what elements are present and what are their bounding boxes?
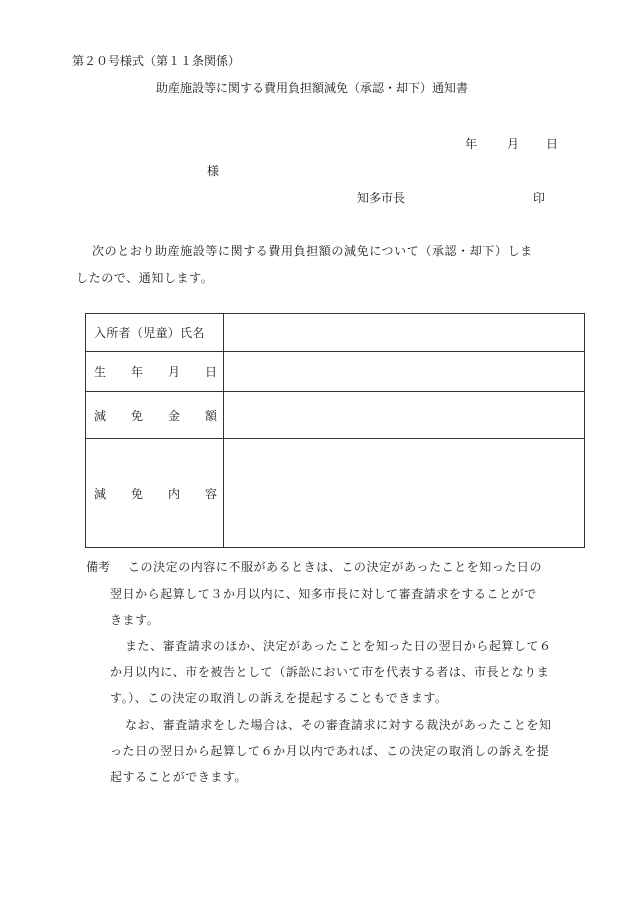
value-cell-reduction-amount	[224, 392, 585, 439]
date-month-label: 月	[507, 137, 520, 151]
label-resident-name: 入所者（児童）氏名	[94, 326, 205, 340]
label-char: 減	[94, 486, 107, 501]
label-char: 日	[204, 365, 217, 379]
date-year-label: 年	[465, 137, 478, 151]
remarks-line: きます。	[110, 613, 160, 627]
label-char: 年	[130, 365, 143, 379]
label-birthdate	[94, 363, 217, 380]
remarks-line: また、審査請求のほか、決定があったことを知った日の翌日から起算して６	[125, 639, 552, 653]
label-char: 容	[204, 486, 217, 501]
sender-name: 知多市長	[357, 191, 406, 205]
body-text-line: 次のとおり助産施設等に関する費用負担額の減免について（承認・却下）しま	[92, 244, 533, 258]
label-cell	[86, 352, 224, 392]
label-cell	[86, 314, 224, 352]
label-char: 額	[204, 408, 217, 423]
table-row-resident-name	[86, 314, 585, 352]
form-number: 第２０号様式（第１１条関係）	[72, 54, 241, 68]
remarks-line: 翌日から起算して３か月以内に、知多市長に対して審査請求をすることがで	[110, 587, 537, 601]
value-cell-birthdate	[224, 352, 585, 392]
label-char: 月	[167, 365, 180, 379]
label-reduction-amount	[94, 407, 217, 424]
label-char: 内	[167, 486, 180, 501]
label-char: 金	[167, 408, 180, 423]
table-row-birthdate	[86, 352, 585, 392]
label-cell	[86, 439, 224, 548]
label-char: 免	[130, 486, 143, 501]
value-cell-reduction-content	[224, 439, 585, 548]
label-char: 免	[130, 408, 143, 423]
remarks-line: なお、審査請求をした場合は、その審査請求に対する裁決があったことを知	[125, 718, 552, 732]
remarks-line: った日の翌日から起算して６か月以内であれば、この決定の取消しの訴えを提	[110, 744, 550, 758]
seal-mark: 印	[533, 191, 546, 205]
form-table	[85, 313, 585, 548]
remarks-line: 起することができます。	[110, 770, 248, 784]
addressee-honorific: 様	[207, 164, 220, 178]
remarks-line: この決定の内容に不服があるときは、この決定があったことを知った日の	[128, 560, 543, 574]
label-cell	[86, 392, 224, 439]
table-row-reduction-content	[86, 439, 585, 548]
date-day-label: 日	[546, 137, 559, 151]
document-title: 助産施設等に関する費用負担額減免（承認・却下）通知書	[156, 81, 469, 95]
table-row-reduction-amount	[86, 392, 585, 439]
remarks-label: 備考	[86, 560, 111, 574]
remarks-line: す。）、この決定の取消しの訴えを提起することもできます。	[110, 691, 448, 705]
remarks-line: か月以内に、市を被告として（訴訟において市を代表する者は、市長となりま	[110, 665, 550, 679]
body-text-line: したので、通知します。	[76, 271, 214, 285]
label-char: 生	[94, 365, 107, 379]
label-char: 減	[94, 408, 107, 423]
value-cell-resident-name	[224, 314, 585, 352]
label-reduction-content	[94, 485, 217, 502]
